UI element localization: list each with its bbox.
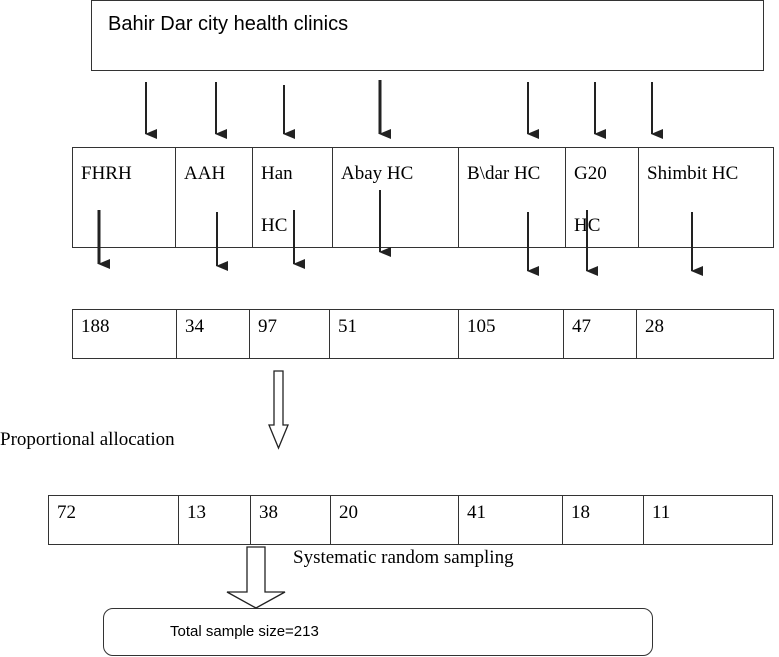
count-cell: 34 [177, 310, 250, 358]
clinic-name: FHRH [81, 163, 132, 184]
total-label: Total sample size=213 [170, 623, 319, 640]
sample-cell: 41 [459, 496, 563, 544]
count-cell: 47 [564, 310, 637, 358]
sample-cell: 38 [251, 496, 331, 544]
clinic-cell [459, 148, 566, 247]
clinic-cell [566, 148, 639, 247]
clinic-row [72, 147, 774, 248]
sample-cell: 13 [179, 496, 251, 544]
clinic-name: AAH [184, 163, 226, 184]
sampling-label: Systematic random sampling [293, 547, 514, 568]
count-cell: 51 [330, 310, 459, 358]
clinic-name: Shimbit HC [647, 163, 739, 184]
count-cell: 105 [459, 310, 564, 358]
sample-cell: 20 [331, 496, 459, 544]
allocation-label: Proportional allocation [0, 429, 175, 450]
clinic-cell [253, 148, 333, 247]
clinic-cell [639, 148, 773, 247]
sample-row [48, 495, 773, 545]
clinic-name-line2: HC [574, 215, 601, 236]
count-cell: 97 [250, 310, 330, 358]
count-cell: 188 [73, 310, 177, 358]
hollow-arrow [227, 547, 285, 608]
count-cell: 28 [645, 316, 664, 337]
clinic-name: Han [261, 163, 293, 184]
clinic-name: Abay HC [341, 163, 414, 184]
total-box [103, 608, 653, 656]
title-box [91, 0, 764, 71]
clinic-name: G20 [574, 163, 607, 184]
sample-cell: 18 [563, 496, 644, 544]
count-row [72, 309, 774, 359]
clinic-cell [333, 148, 459, 247]
sample-cell: 11 [652, 502, 671, 523]
diagram-title: Bahir Dar city health clinics [108, 13, 349, 35]
clinic-cell [176, 148, 253, 247]
hollow-arrow [269, 371, 288, 448]
clinic-name: B\dar HC [467, 163, 541, 184]
sample-cell: 72 [49, 496, 179, 544]
clinic-cell [73, 148, 176, 247]
clinic-name-line2: HC [261, 215, 288, 236]
